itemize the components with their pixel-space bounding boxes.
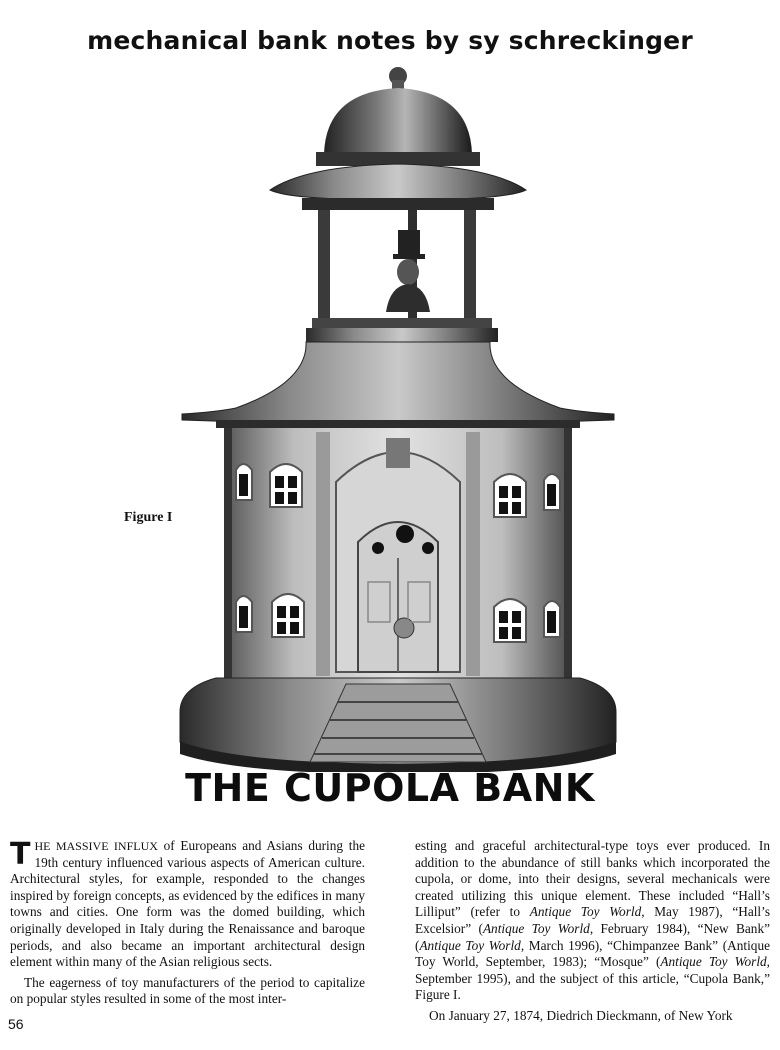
article-body xyxy=(10,838,770,1025)
italic-run: Antique Toy World xyxy=(419,937,521,953)
lead-in: HE MASSIVE INFLUX xyxy=(34,839,158,853)
column-header: mechanical bank notes by sy schreckinger xyxy=(87,26,693,55)
text-run: esting and graceful architectural-type toys ever produced. In addition to the abundance of still banks which incorporated the cupola, or dome, into their designs, several mechanicals were created utilizing this unique element. These included “Hall’s Lilliput” (refer to xyxy=(415,838,770,920)
italic-run: Antique Toy World xyxy=(660,954,767,970)
paragraph xyxy=(415,838,770,1004)
figure-caption: Figure I xyxy=(124,510,173,525)
text-run: , May 1987), “Hall’s Excelsior” ( xyxy=(415,904,770,936)
text-run: , February 1984), “New Bank” ( xyxy=(415,920,770,953)
page-number: 56 xyxy=(8,1016,24,1032)
paragraph xyxy=(10,838,365,971)
cupola-bank-icon xyxy=(176,62,620,772)
italic-run: Antique Toy World xyxy=(482,920,590,936)
paragraph: The eagerness of toy manufacturers of the period to capitalize on popular styles resulted in some of the most inter- xyxy=(10,974,365,1007)
italic-run: Antique Toy World xyxy=(529,904,642,920)
drop-cap: T xyxy=(10,837,31,872)
figure-photo xyxy=(176,62,620,772)
text-run: , September 1995), and the subject of this article, “Cupola Bank,” Figure I. xyxy=(415,954,770,1003)
paragraph: On January 27, 1874, Diedrich Dieckmann, of New York xyxy=(429,1007,733,1023)
article-column-2 xyxy=(415,838,770,1025)
paragraph-text: of Europeans and Asians during the 19th century influenced various aspects of American culture. Architectural styles, for example, responded to the changes inspired by foreign concepts, as evidenced by the edifices in many towns and cities. One form was the domed building, which originally developed in Italy during the Renaissance and baroque periods, and also became an important architectural design element within many of the Asian religious sects. xyxy=(10,838,365,970)
text-run: , March 1996), “Chimpanzee Bank” (Antique Toy World, September, 1983); “Mosque” ( xyxy=(415,937,770,970)
article-title: THE CUPOLA BANK xyxy=(185,766,595,810)
article-column-1 xyxy=(10,838,365,1025)
